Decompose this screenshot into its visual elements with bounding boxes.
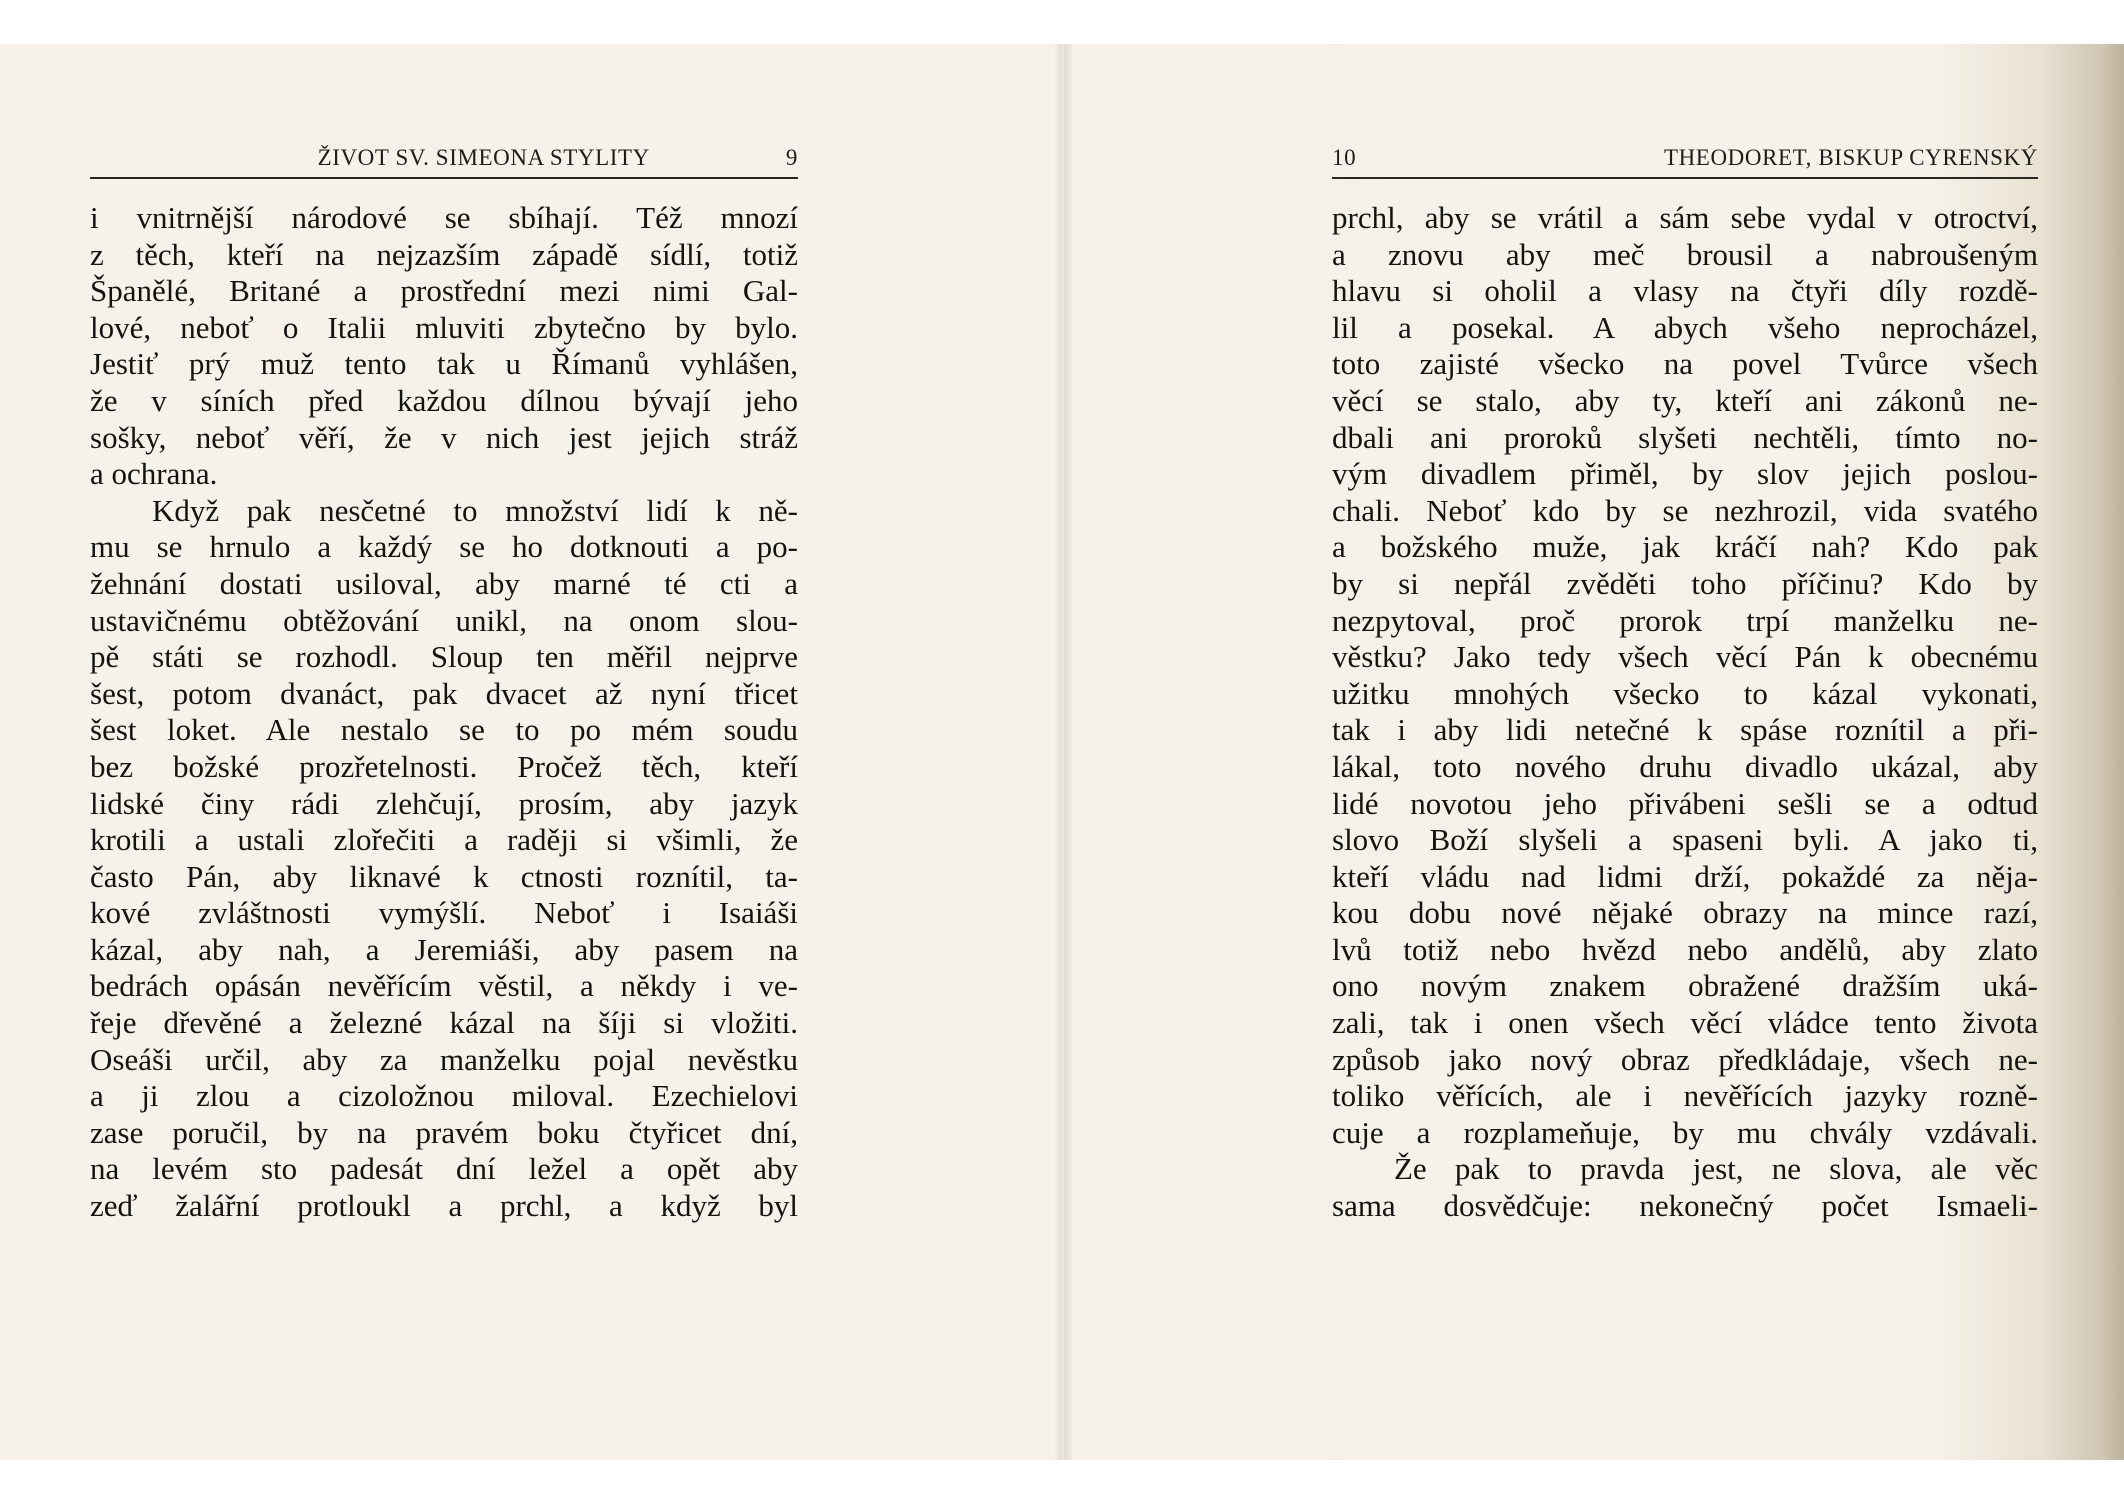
text-line: dbali ani proroků slyšeti nechtěli, tímto no-	[1332, 419, 2038, 455]
left-header-rule	[90, 177, 798, 179]
text-line: kové zvláštnosti vymýšlí. Neboť i Isaiáši	[90, 895, 798, 931]
text-line: sošky, neboť věří, že v nich jest jejich stráž	[90, 419, 798, 455]
text-line: šest loket. Ale nestalo se to po mém soudu	[90, 712, 798, 748]
text-line: a znovu aby meč brousil a nabroušeným	[1332, 236, 2038, 272]
text-line: zali, tak i onen všech věcí vládce tento života	[1332, 1005, 2038, 1041]
text-line: chali. Neboť kdo by se nezhrozil, vida svatého	[1332, 492, 2038, 528]
text-line: cuje a rozplameňuje, by mu chvály vzdávali.	[1332, 1114, 2038, 1150]
right-running-head-title: THEODORET, BISKUP CYRENSKÝ	[1663, 145, 2038, 170]
text-line: z těch, kteří na nejzazším západě sídlí, totiž	[90, 236, 798, 272]
text-line: věcí se stalo, aby ty, kteří ani zákonů ne-	[1332, 382, 2038, 418]
text-line: Že pak to pravda jest, ne slova, ale věc	[1394, 1151, 2038, 1187]
text-line: na levém sto padesát dní ležel a opět aby	[90, 1151, 798, 1187]
right-page-body	[1332, 200, 2038, 1225]
right-header-rule	[1332, 177, 2038, 179]
right-page-number: 10	[1332, 145, 1357, 170]
text-line: řeje dřevěné a železné kázal na šíji si vložiti.	[90, 1005, 798, 1041]
text-line: ono novým znakem obražené dražším uká-	[1332, 968, 2038, 1004]
right-page	[1064, 44, 2124, 1460]
text-line: a ji zlou a cizoložnou miloval. Ezechielovi	[90, 1078, 798, 1114]
left-page-number: 9	[785, 145, 798, 170]
text-line: mu se hrnulo a každý se ho dotknouti a po-	[90, 529, 798, 565]
text-line: a ochrana.	[90, 456, 218, 492]
right-running-header	[1332, 145, 2038, 175]
text-line: věstku? Jako tedy všech věcí Pán k obecnému	[1332, 639, 2038, 675]
text-line: lil a posekal. A abych všeho neprocházel,	[1332, 309, 2038, 345]
text-line: toliko věřících, ale i nevěřících jazyky rozně-	[1332, 1078, 2038, 1114]
text-line: lidské činy rádi zlehčují, prosím, aby jazyk	[90, 785, 798, 821]
text-line: bedrách opásán nevěřícím věstil, a někdy i ve-	[90, 968, 798, 1004]
text-line: a božského muže, jak kráčí nah? Kdo pak	[1332, 529, 2038, 565]
text-line: Jestiť prý muž tento tak u Římanů vyhlášen,	[90, 346, 798, 382]
text-line: že v síních před každou dílnou bývají jeho	[90, 382, 798, 418]
text-line: kázal, aby nah, a Jeremiáši, aby pasem na	[90, 931, 798, 967]
left-page-body	[90, 200, 798, 1225]
text-line: i vnitrnější národové se sbíhají. Též mnozí	[90, 200, 798, 235]
text-line: krotili a ustali zlořečiti a raději si všimli, že	[90, 822, 798, 858]
text-line: způsob jako nový obraz předkládaje, všech ne-	[1332, 1041, 2038, 1077]
text-line: Španělé, Britané a prostřední mezi nimi Gal-	[90, 273, 798, 309]
text-line: tak i aby lidi netečné k spáse roznítil a při-	[1332, 712, 2038, 748]
left-running-header	[90, 145, 798, 175]
text-line: lvů totiž nebo hvězd nebo andělů, aby zlato	[1332, 931, 2038, 967]
text-line: zase poručil, by na pravém boku čtyřicet dní,	[90, 1114, 798, 1150]
left-running-head-title: ŽIVOT SV. SIMEONA STYLITY	[317, 145, 650, 170]
text-line: kteří vládu nad lidmi drží, pokaždé za něja-	[1332, 858, 2038, 894]
text-line: prchl, aby se vrátil a sám sebe vydal v otroctví,	[1332, 200, 2038, 235]
text-line: ustavičnému obtěžování unikl, na onom slou-	[90, 602, 798, 638]
text-line: Oseáši určil, aby za manželku pojal nevěstku	[90, 1041, 798, 1077]
text-line: by si nepřál zvěděti toho příčinu? Kdo by	[1332, 565, 2038, 601]
left-page	[0, 44, 1062, 1460]
text-line: bez božské prozřetelnosti. Pročež těch, kteří	[90, 748, 798, 784]
text-line: lákal, toto nového druhu divadlo ukázal, aby	[1332, 748, 2038, 784]
text-line: užitku mnohých všecko to kázal vykonati,	[1332, 675, 2038, 711]
text-line: toto zajisté všecko na povel Tvůrce všech	[1332, 346, 2038, 382]
text-line: lidé novotou jeho přivábeni sešli se a odtud	[1332, 785, 2038, 821]
text-line: šest, potom dvanáct, pak dvacet až nyní třicet	[90, 675, 798, 711]
text-line: hlavu si oholil a vlasy na čtyři díly rozdě-	[1332, 273, 2038, 309]
text-line: nezpytoval, proč prorok trpí manželku ne-	[1332, 602, 2038, 638]
text-line: kou dobu nové nějaké obrazy na mince razí,	[1332, 895, 2038, 931]
text-line: žehnání dostati usiloval, aby marné té cti a	[90, 565, 798, 601]
text-line: vým divadlem přiměl, by slov jejich poslou-	[1332, 456, 2038, 492]
text-line: slovo Boží slyšeli a spaseni byli. A jako ti,	[1332, 822, 2038, 858]
text-line: Když pak nesčetné to množství lidí k ně-	[152, 492, 798, 528]
text-line: často Pán, aby liknavé k ctnosti roznítil, ta-	[90, 858, 798, 894]
text-line: sama dosvědčuje: nekonečný počet Ismaeli-	[1332, 1188, 2038, 1224]
book-gutter	[1054, 44, 1074, 1460]
text-line: lové, neboť o Italii mluviti zbytečno by bylo.	[90, 309, 798, 345]
text-line: zeď žalářní protloukl a prchl, a když byl	[90, 1188, 798, 1224]
text-line: pě státi se rozhodl. Sloup ten měřil nejprve	[90, 639, 798, 675]
